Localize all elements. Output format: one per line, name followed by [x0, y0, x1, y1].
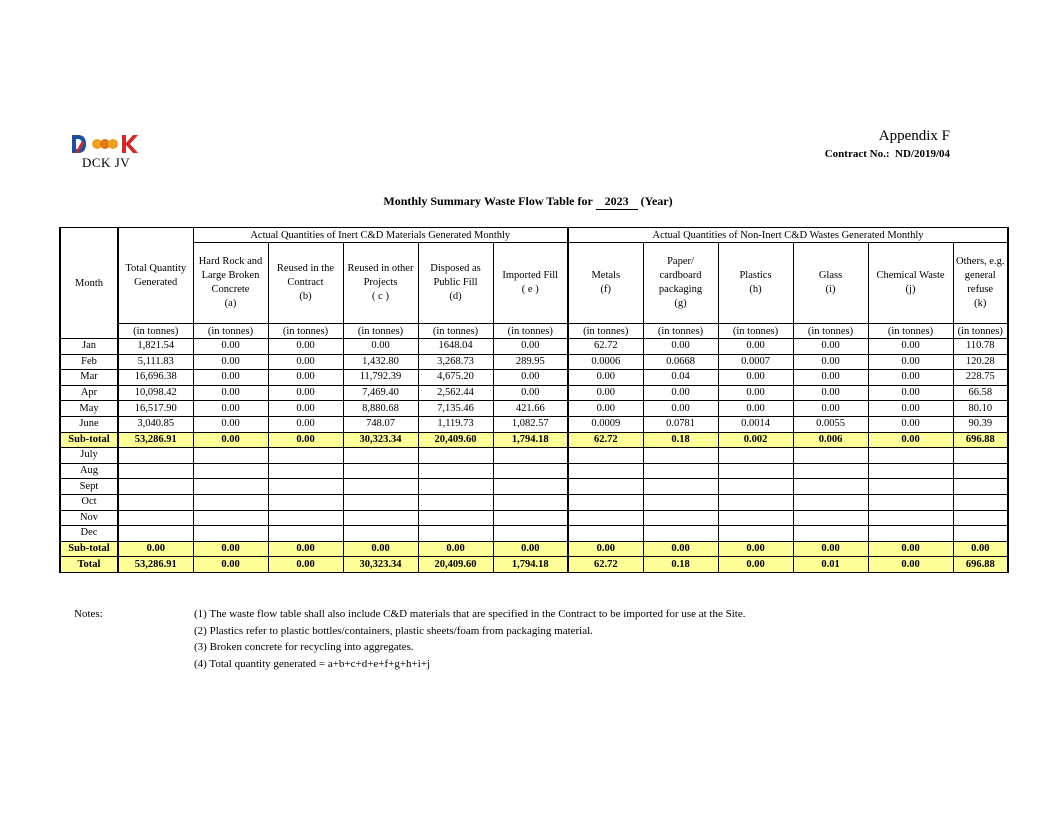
value-cell: 53,286.91: [118, 557, 193, 573]
value-cell: 0.18: [643, 432, 718, 448]
value-cell: [718, 479, 793, 495]
title-year: 2023: [596, 194, 638, 210]
value-cell: [193, 448, 268, 464]
value-cell: 62.72: [568, 432, 643, 448]
value-cell: 3,040.85: [118, 416, 193, 432]
value-cell: [793, 479, 868, 495]
value-cell: [343, 448, 418, 464]
unit-cell: (in tonnes): [118, 324, 193, 339]
table-row: [60, 526, 1008, 542]
value-cell: 0.00: [268, 557, 343, 573]
value-cell: 421.66: [493, 401, 568, 417]
value-cell: [418, 510, 493, 526]
value-cell: 0.00: [568, 401, 643, 417]
header-main-row: [60, 243, 1008, 324]
value-cell: [793, 494, 868, 510]
value-cell: [343, 463, 418, 479]
unit-cell: (in tonnes): [718, 324, 793, 339]
value-cell: [343, 479, 418, 495]
value-cell: 0.002: [718, 432, 793, 448]
value-cell: 0.04: [643, 370, 718, 386]
month-cell: Jan: [60, 339, 118, 355]
col-header-sub: (k): [974, 298, 987, 309]
value-cell: [493, 510, 568, 526]
col-header-sub: (f): [600, 284, 611, 295]
col-header-label: Paper/ cardboard packaging: [658, 256, 703, 295]
value-cell: [268, 510, 343, 526]
value-cell: 62.72: [568, 339, 643, 355]
value-cell: [118, 526, 193, 542]
value-cell: 5,111.83: [118, 354, 193, 370]
col-header: [193, 243, 268, 324]
value-cell: 0.00: [493, 339, 568, 355]
month-cell: Oct: [60, 494, 118, 510]
unit-cell: (in tonnes): [418, 324, 493, 339]
col-header-label: Reused in other Projects: [347, 263, 414, 288]
value-cell: 1,082.57: [493, 416, 568, 432]
notes-label: Notes:: [74, 608, 103, 620]
table-row: [60, 479, 1008, 495]
value-cell: 0.00: [643, 401, 718, 417]
value-cell: [118, 479, 193, 495]
value-cell: 0.0009: [568, 416, 643, 432]
month-cell: Apr: [60, 385, 118, 401]
value-cell: [718, 494, 793, 510]
title-prefix: Monthly Summary Waste Flow Table for: [383, 194, 593, 208]
table-row: [60, 401, 1008, 417]
value-cell: 0.00: [793, 541, 868, 557]
col-header-sub: (b): [299, 291, 312, 302]
value-cell: [718, 448, 793, 464]
note-item: (1) The waste flow table shall also include C&D materials that are specified in the Contract to be imported for use at the Site.: [194, 608, 746, 620]
note-item: (2) Plastics refer to plastic bottles/containers, plastic sheets/foam from packaging material.: [194, 624, 593, 637]
unit-cell: (in tonnes): [493, 324, 568, 339]
value-cell: [718, 510, 793, 526]
value-cell: [953, 510, 1008, 526]
value-cell: 0.0781: [643, 416, 718, 432]
group-header-noninert: Actual Quantities of Non-Inert C&D Wastes Generated Monthly: [568, 228, 1008, 243]
month-cell: Nov: [60, 510, 118, 526]
value-cell: 0.0055: [793, 416, 868, 432]
col-header: [568, 243, 643, 324]
table-row: [60, 354, 1008, 370]
unit-cell: (in tonnes): [868, 324, 953, 339]
value-cell: [418, 494, 493, 510]
subtotal-row: [60, 541, 1008, 557]
value-cell: 11,792.39: [343, 370, 418, 386]
value-cell: [343, 494, 418, 510]
value-cell: [118, 510, 193, 526]
value-cell: 3,268.73: [418, 354, 493, 370]
value-cell: 0.00: [793, 339, 868, 355]
value-cell: 0.00: [718, 370, 793, 386]
contract-number: [825, 148, 950, 160]
value-cell: [643, 479, 718, 495]
value-cell: 1,821.54: [118, 339, 193, 355]
value-cell: [643, 494, 718, 510]
value-cell: 0.00: [793, 354, 868, 370]
col-header-sub: (h): [749, 284, 762, 295]
contract-value: ND/2019/04: [895, 148, 950, 160]
page-title: [0, 194, 1056, 210]
value-cell: 0.00: [718, 541, 793, 557]
value-cell: 0.00: [193, 432, 268, 448]
value-cell: 0.00: [953, 541, 1008, 557]
value-cell: 0.00: [718, 385, 793, 401]
value-cell: [493, 448, 568, 464]
value-cell: 30,323.34: [343, 432, 418, 448]
value-cell: [343, 510, 418, 526]
value-cell: 0.00: [193, 339, 268, 355]
col-header: [793, 243, 868, 324]
value-cell: [268, 479, 343, 495]
value-cell: 0.0007: [718, 354, 793, 370]
value-cell: [193, 463, 268, 479]
value-cell: 7,469.40: [343, 385, 418, 401]
value-cell: 228.75: [953, 370, 1008, 386]
month-cell: Dec: [60, 526, 118, 542]
col-header-label: Plastics: [739, 270, 772, 281]
col-header-label: Glass: [818, 270, 843, 281]
value-cell: [268, 526, 343, 542]
value-cell: [868, 526, 953, 542]
unit-cell: (in tonnes): [643, 324, 718, 339]
value-cell: 16,517.90: [118, 401, 193, 417]
value-cell: [953, 463, 1008, 479]
value-cell: [793, 448, 868, 464]
note-item: (4) Total quantity generated = a+b+c+d+e+f+g+h+i+j: [194, 657, 431, 670]
col-header-sub: (i): [825, 284, 836, 295]
value-cell: 0.18: [643, 557, 718, 573]
value-cell: 0.00: [268, 370, 343, 386]
col-header: [268, 243, 343, 324]
value-cell: 0.00: [793, 401, 868, 417]
value-cell: 0.00: [568, 370, 643, 386]
col-header-sub: (d): [449, 291, 462, 302]
value-cell: [493, 494, 568, 510]
value-cell: 53,286.91: [118, 432, 193, 448]
col-header: [643, 243, 718, 324]
value-cell: 0.00: [718, 557, 793, 573]
value-cell: 0.00: [193, 541, 268, 557]
value-cell: 1,794.18: [493, 557, 568, 573]
value-cell: [493, 526, 568, 542]
value-cell: 696.88: [953, 432, 1008, 448]
col-header: [868, 243, 953, 324]
table-row: [60, 494, 1008, 510]
value-cell: 0.00: [193, 370, 268, 386]
col-header-label: Disposed as Public Fill: [430, 263, 481, 288]
value-cell: 0.00: [868, 432, 953, 448]
value-cell: [643, 526, 718, 542]
month-cell: Mar: [60, 370, 118, 386]
value-cell: 0.00: [493, 541, 568, 557]
value-cell: [643, 510, 718, 526]
value-cell: [418, 448, 493, 464]
units-row: [60, 324, 1008, 339]
unit-cell: (in tonnes): [568, 324, 643, 339]
value-cell: [568, 479, 643, 495]
value-cell: [493, 463, 568, 479]
logo-marks: [70, 133, 150, 155]
month-cell: Aug: [60, 463, 118, 479]
value-cell: [568, 463, 643, 479]
table-row: [60, 370, 1008, 386]
value-cell: 0.00: [193, 385, 268, 401]
value-cell: 748.07: [343, 416, 418, 432]
value-cell: 0.0668: [643, 354, 718, 370]
note-item: (3) Broken concrete for recycling into aggregates.: [194, 641, 414, 653]
group-header-inert: Actual Quantities of Inert C&D Materials Generated Monthly: [193, 228, 568, 243]
value-cell: 0.00: [193, 401, 268, 417]
col-header-sub: ( c ): [372, 291, 389, 302]
col-header: [493, 243, 568, 324]
value-cell: [643, 448, 718, 464]
subtotal-row: [60, 432, 1008, 448]
unit-cell: (in tonnes): [793, 324, 868, 339]
col-header-label: Reused in the Contract: [276, 263, 335, 288]
col-header-label: Total Quantity Generated: [125, 262, 187, 288]
value-cell: 0.00: [268, 432, 343, 448]
value-cell: 0.00: [868, 541, 953, 557]
col-header-month: [60, 228, 118, 339]
value-cell: 120.28: [953, 354, 1008, 370]
col-header-total: [118, 228, 193, 324]
logo-graphic-icon: [70, 133, 150, 155]
value-cell: [953, 494, 1008, 510]
header-group-row: [60, 228, 1008, 243]
value-cell: 110.78: [953, 339, 1008, 355]
value-cell: 0.00: [868, 385, 953, 401]
value-cell: [868, 448, 953, 464]
value-cell: 0.00: [793, 385, 868, 401]
table-row: [60, 339, 1008, 355]
value-cell: [793, 510, 868, 526]
value-cell: 1,794.18: [493, 432, 568, 448]
value-cell: 0.00: [268, 385, 343, 401]
value-cell: [793, 463, 868, 479]
appendix-label: Appendix F: [878, 128, 950, 144]
value-cell: [568, 494, 643, 510]
col-header: [953, 243, 1008, 324]
col-header-sub: (g): [674, 298, 687, 309]
value-cell: 30,323.34: [343, 557, 418, 573]
value-cell: [193, 526, 268, 542]
unit-cell: (in tonnes): [193, 324, 268, 339]
value-cell: 90.39: [953, 416, 1008, 432]
value-cell: [953, 479, 1008, 495]
value-cell: 0.00: [868, 557, 953, 573]
value-cell: 0.00: [868, 401, 953, 417]
value-cell: 0.0014: [718, 416, 793, 432]
value-cell: 0.00: [268, 339, 343, 355]
value-cell: [118, 494, 193, 510]
value-cell: 0.00: [718, 339, 793, 355]
notes-list: [194, 606, 745, 672]
value-cell: 2,562.44: [418, 385, 493, 401]
month-cell: Sept: [60, 479, 118, 495]
value-cell: 0.00: [343, 339, 418, 355]
value-cell: 0.00: [793, 370, 868, 386]
col-header-sub: ( e ): [521, 284, 539, 295]
unit-cell: (in tonnes): [953, 324, 1008, 339]
value-cell: 0.00: [193, 354, 268, 370]
value-cell: 8,880.68: [343, 401, 418, 417]
col-header-label: Imported Fill: [502, 270, 559, 281]
month-cell: July: [60, 448, 118, 464]
value-cell: [568, 448, 643, 464]
table-row: [60, 448, 1008, 464]
waste-flow-table: [59, 227, 1009, 573]
col-header-label: Month: [74, 277, 103, 289]
value-cell: [268, 494, 343, 510]
value-cell: 0.00: [268, 416, 343, 432]
value-cell: 0.00: [493, 370, 568, 386]
col-header: [418, 243, 493, 324]
value-cell: 4,675.20: [418, 370, 493, 386]
value-cell: 0.00: [868, 339, 953, 355]
value-cell: [718, 463, 793, 479]
col-header-sub: (a): [224, 298, 237, 309]
month-cell: Feb: [60, 354, 118, 370]
value-cell: 20,409.60: [418, 557, 493, 573]
value-cell: [268, 463, 343, 479]
value-cell: [868, 463, 953, 479]
value-cell: 1648.04: [418, 339, 493, 355]
value-cell: [418, 526, 493, 542]
table-row: [60, 385, 1008, 401]
unit-cell: (in tonnes): [268, 324, 343, 339]
value-cell: 0.00: [868, 416, 953, 432]
value-cell: [118, 448, 193, 464]
total-row: [60, 557, 1008, 573]
month-cell: Sub-total: [60, 432, 118, 448]
value-cell: [953, 448, 1008, 464]
value-cell: 0.00: [718, 401, 793, 417]
value-cell: 7,135.46: [418, 401, 493, 417]
value-cell: 0.00: [568, 541, 643, 557]
value-cell: 0.00: [268, 541, 343, 557]
value-cell: 696.88: [953, 557, 1008, 573]
value-cell: [493, 479, 568, 495]
col-header-label: Metals: [591, 270, 621, 281]
value-cell: 0.00: [643, 339, 718, 355]
value-cell: 0.0006: [568, 354, 643, 370]
value-cell: [418, 479, 493, 495]
value-cell: 16,696.38: [118, 370, 193, 386]
value-cell: 66.58: [953, 385, 1008, 401]
value-cell: [953, 526, 1008, 542]
table-row: [60, 416, 1008, 432]
value-cell: [343, 526, 418, 542]
value-cell: 62.72: [568, 557, 643, 573]
unit-cell: (in tonnes): [343, 324, 418, 339]
value-cell: 80.10: [953, 401, 1008, 417]
col-header-label: Chemical Waste: [876, 270, 945, 281]
company-logo: [70, 133, 150, 173]
value-cell: 0.006: [793, 432, 868, 448]
col-header: [343, 243, 418, 324]
value-cell: 20,409.60: [418, 432, 493, 448]
month-cell: June: [60, 416, 118, 432]
value-cell: [793, 526, 868, 542]
contract-label: Contract No.:: [824, 148, 890, 160]
value-cell: 0.00: [268, 354, 343, 370]
value-cell: 0.00: [568, 385, 643, 401]
value-cell: 10,098.42: [118, 385, 193, 401]
value-cell: 0.00: [193, 557, 268, 573]
month-cell: Sub-total: [60, 541, 118, 557]
value-cell: [568, 510, 643, 526]
value-cell: [718, 526, 793, 542]
value-cell: [118, 463, 193, 479]
value-cell: 0.01: [793, 557, 868, 573]
value-cell: [193, 510, 268, 526]
value-cell: 0.00: [493, 385, 568, 401]
value-cell: [418, 463, 493, 479]
value-cell: 289.95: [493, 354, 568, 370]
value-cell: 0.00: [643, 541, 718, 557]
value-cell: [568, 526, 643, 542]
col-header: [718, 243, 793, 324]
value-cell: 1,119.73: [418, 416, 493, 432]
value-cell: 0.00: [868, 354, 953, 370]
col-header-label: Hard Rock and Large Broken Concrete: [198, 256, 263, 295]
value-cell: [868, 479, 953, 495]
value-cell: 0.00: [643, 385, 718, 401]
value-cell: 0.00: [268, 401, 343, 417]
value-cell: 0.00: [343, 541, 418, 557]
value-cell: 0.00: [418, 541, 493, 557]
table-row: [60, 463, 1008, 479]
value-cell: [868, 510, 953, 526]
value-cell: [193, 479, 268, 495]
value-cell: 1,432.80: [343, 354, 418, 370]
logo-text: DCK JV: [82, 155, 131, 170]
value-cell: 0.00: [868, 370, 953, 386]
value-cell: 0.00: [118, 541, 193, 557]
value-cell: [193, 494, 268, 510]
col-header-sub: (j): [905, 284, 916, 295]
value-cell: [268, 448, 343, 464]
value-cell: [643, 463, 718, 479]
table-row: [60, 510, 1008, 526]
value-cell: [868, 494, 953, 510]
value-cell: 0.00: [193, 416, 268, 432]
col-header-label: Others, e.g. general refuse: [956, 256, 1005, 295]
title-suffix: (Year): [640, 194, 673, 208]
month-cell: Total: [60, 557, 118, 573]
month-cell: May: [60, 401, 118, 417]
